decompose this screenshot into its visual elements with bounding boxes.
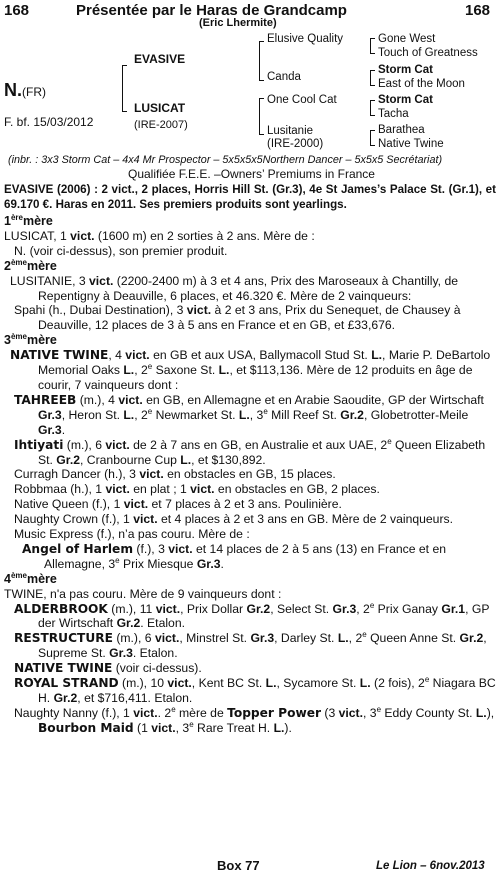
- second-dam-heading: 2èmemère: [4, 257, 57, 273]
- pedigree-dds: Barathea: [378, 124, 425, 136]
- pedigree-sds: Storm Cat: [378, 64, 433, 76]
- produce-native-queen: Native Queen (f.), 1 vict. et 7 places à 2 et 3 ans. Poulinière.: [14, 497, 342, 512]
- produce-royal-strand: ROYAL STRAND (m.), 10 vict., Kent BC St. L., Sycamore St. L. (2 fois), 2e Niagara BC H. Gr.2, et $716,411. Etalon.: [14, 675, 496, 705]
- lot-number-right: 168: [465, 2, 491, 19]
- consignor: (Eric Lhermite): [199, 17, 277, 29]
- inbreeding-note: (inbr. : 3x3 Storm Cat – 4x4 Mr Prospector – 5x5x5x5Northern Dancer – 5x5x5 Secrétariat): [8, 154, 443, 166]
- pedigree-dd-origin: (IRE-2000): [267, 138, 324, 150]
- second-dam-entry: LUSITANIE, 3 vict. (2200-2400 m) à 3 et 4 ans, Prix des Maroseaux à Chantilly, de Repentigny à Deauville, 6 places, et 46.320 €. Mère de 2 vainqueurs:: [10, 273, 458, 303]
- pedigree-sd: Canda: [267, 71, 301, 83]
- horse-sex-birth: F. bf. 15/03/2012: [4, 115, 94, 129]
- produce-native-twine: NATIVE TWINE (voir ci-dessus).: [14, 661, 202, 676]
- produce-naughty-crown: Naughty Crown (f.), 1 vict. et 4 places à 2 et 3 ans en GB. Mère de 2 vainqueurs.: [14, 512, 453, 527]
- second-dam-produce: Spahi (h., Dubai Destination), 3 vict. à 2 et 3 ans, Prix du Senequet, de Chausey à Deauville, 12 places de 3 à 5 ans en France et en GB, et £33,676.: [14, 303, 461, 333]
- pedigree-dd: Lusitanie: [267, 125, 314, 137]
- pedigree-ssd: Touch of Greatness: [378, 47, 478, 59]
- sire-note: EVASIVE (2006) : 2 vict., 2 places, Horris Hill St. (Gr.3), 4e St James’s Palace St. (Gr.1), et 69.170 €. Haras en 2011. Ses premiers produits sont yearlings.: [4, 183, 496, 211]
- qualification-note: Qualifiée F.E.E. –Owners’ Premiums in France: [128, 167, 375, 181]
- pedigree-bracket-ss: [370, 38, 375, 54]
- first-dam-produce: N. (voir ci-dessus), son premier produit.: [14, 243, 228, 258]
- produce-tahreeb: TAHREEB (m.), 4 vict. en GB, en Allemagne et en Arabie Saoudite, GP der Wirtschaft Gr.3, Heron St. L., 2e Newmarket St. L., 3e Mill Reef St. Gr.2, Globetrotter-Meile Gr.3.: [14, 392, 484, 437]
- horse-name: N.: [4, 80, 22, 100]
- pedigree-sdd: East of the Moon: [378, 78, 465, 90]
- lot-number-left: 168: [4, 2, 30, 19]
- pedigree-ss: Elusive Quality: [267, 33, 344, 45]
- produce-angel-of-harlem: Angel of Harlem (f.), 3 vict. et 14 places de 2 à 5 ans (13) en France et en Allemagne, 3e Prix Miesque Gr.3.: [22, 541, 447, 571]
- pedigree-ddd: Native Twine: [378, 138, 444, 150]
- footer-source: Le Lion – 6nov.2013: [376, 860, 485, 872]
- pedigree-sss: Gone West: [378, 33, 436, 45]
- pedigree-dam: LUSICAT: [134, 101, 186, 115]
- first-dam-heading: 1èremère: [4, 212, 53, 228]
- pedigree-bracket-sd: [370, 70, 375, 86]
- produce-naughty-nanny: Naughty Nanny (f.), 1 vict.. 2e mère de Topper Power (3 vict., 3e Eddy County St. L.), Bourbon Maid (1 vict., 3e Rare Treat H. L.).: [14, 704, 495, 735]
- pedigree-bracket-sire: [259, 41, 264, 81]
- produce-record: [4, 178, 496, 736]
- produce-curragh-dancer: Curragh Dancer (h.), 3 vict. en obstacles en GB, 15 places.: [14, 467, 336, 482]
- third-dam-heading: 3èmemère: [4, 332, 57, 348]
- pedigree-ds: One Cool Cat: [267, 94, 337, 106]
- pedigree-bracket-gen1: [122, 65, 127, 112]
- produce-robbmaa: Robbmaa (h.), 1 vict. en plat ; 1 vict. en obstacles en GB, 2 places.: [14, 482, 380, 497]
- fourth-dam-heading: 4èmemère: [4, 570, 57, 586]
- produce-ihtiyati: Ihtiyati (m.), 6 vict. de 2 à 7 ans en GB, en Australie et aux UAE, 2e Queen Elizabeth St. Gr.2, Cranbourne Cup L., et $130,892.: [14, 436, 486, 467]
- pedigree-bracket-ds: [370, 100, 375, 116]
- fourth-dam-entry: TWINE, n'a pas couru. Mère de 9 vainqueurs dont :: [4, 586, 282, 601]
- third-dam-entry: NATIVE TWINE, 4 vict. en GB et aux USA, Ballymacoll Stud St. L., Marie P. DeBartolo Memorial Oaks L., 2e Saxone St. L., et $113,136. Mère de 12 produits en âge de courir, 7 vainqueurs dont :: [10, 348, 491, 392]
- produce-restructure: RESTRUCTURE (m.), 6 vict., Minstrel St. Gr.3, Darley St. L., 2e Queen Anne St. Gr.2, Supreme St. Gr.3. Etalon.: [14, 630, 487, 661]
- footer-box: Box 77: [217, 858, 260, 873]
- pedigree-dam-origin: (IRE-2007): [134, 119, 188, 131]
- horse-country: (FR): [22, 85, 46, 99]
- pedigree-dss: Storm Cat: [378, 94, 433, 106]
- produce-alderbrook: ALDERBROOK (m.), 11 vict., Prix Dollar Gr.2, Select St. Gr.3, 2e Prix Ganay Gr.1, GP der Wirtschaft Gr.2. Etalon.: [14, 600, 490, 631]
- pedigree-sire: EVASIVE: [134, 52, 186, 66]
- pedigree-bracket-dam: [259, 98, 264, 135]
- page-title: Présentée par le Haras de Grandcamp: [76, 2, 347, 19]
- pedigree-dsd: Tacha: [378, 108, 409, 120]
- horse-name-line: [4, 80, 46, 101]
- pedigree-bracket-dd: [370, 130, 375, 146]
- first-dam-entry: LUSICAT, 1 vict. (1600 m) en 2 sorties à 2 ans. Mère de :: [4, 228, 315, 243]
- produce-music-express: Music Express (f.), n’a pas couru. Mère de :: [14, 527, 250, 542]
